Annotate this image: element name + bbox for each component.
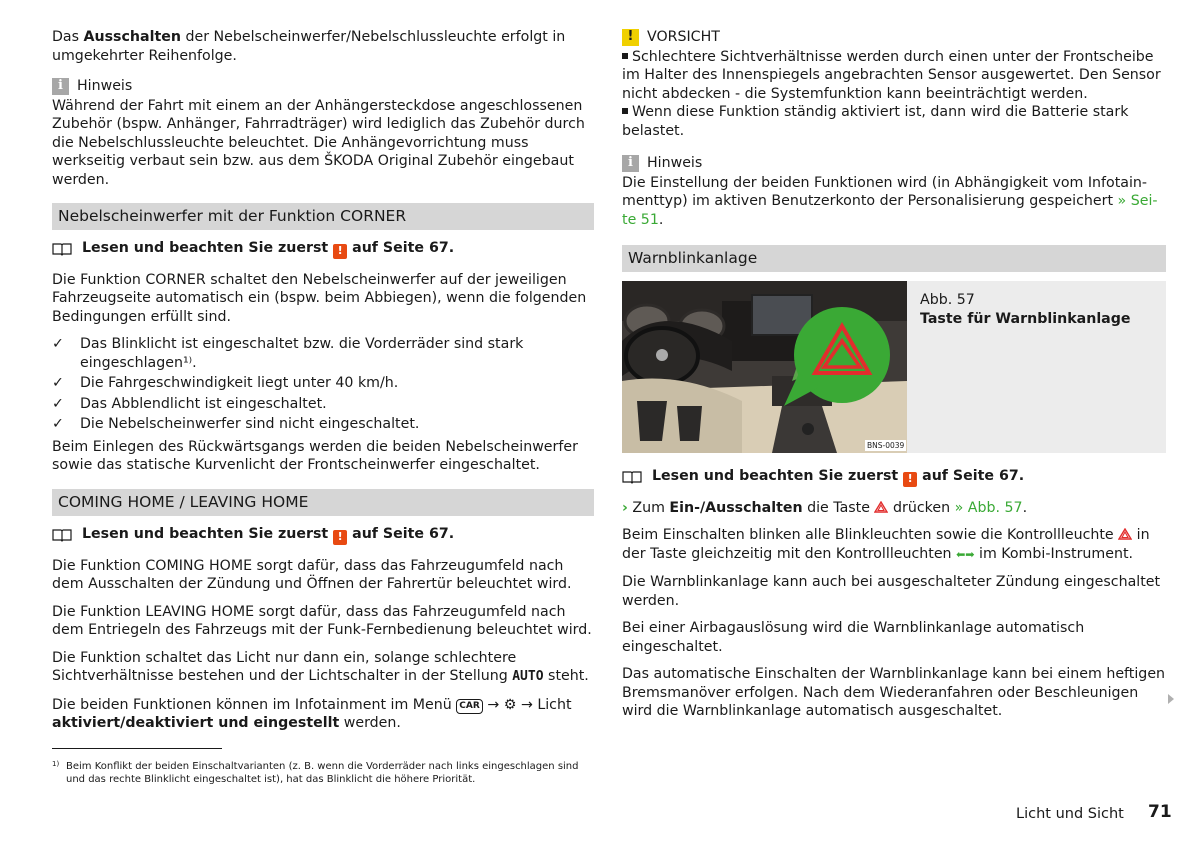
- list-item: ✓ Das Abblendlicht ist eingeschaltet.: [52, 395, 327, 412]
- warning-icon: !: [333, 530, 347, 545]
- continue-arrow-icon: [1168, 694, 1174, 704]
- page-link[interactable]: auf Seite 67.: [352, 525, 455, 542]
- turn-signal-icon: ⬅➡: [956, 547, 975, 561]
- intro-paragraph: Das Ausschalten der Nebelscheinwerfer/Nebelschlussleuchte erfolgt in umgekehrter Reihenfolge.: [52, 29, 566, 64]
- dashboard-illustration: [622, 281, 907, 453]
- warning-icon: !: [333, 244, 347, 259]
- footnote-mark: 1): [52, 760, 60, 768]
- info-icon: i: [52, 78, 69, 95]
- footnote-divider: [52, 748, 222, 749]
- read-reference: [622, 467, 1166, 487]
- note-title: Hinweis: [77, 78, 133, 94]
- check-icon: ✓: [52, 336, 64, 353]
- check-icon: ✓: [52, 416, 64, 433]
- note-text: Die Einstellung der beiden Funktionen wird (in Abhängigkeit vom Infotainmenttyp) im aktiven Benutzerkonto der Personalisierung gespeichert » Seite 51.: [622, 174, 1158, 228]
- note-heading: [52, 77, 594, 96]
- section-heading-hazard: Warnblinkanlage: [622, 245, 1166, 272]
- read-reference: [52, 239, 594, 259]
- list-item: ✓ Das Blinklicht ist eingeschaltet bzw. die Vorderräder sind stark eingeschlagen¹⁾.: [52, 336, 524, 371]
- figure: [622, 281, 1166, 453]
- figure-code: BNS-0039: [867, 441, 905, 450]
- left-column: [52, 28, 594, 742]
- leaving-home-text: Die Funktion LEAVING HOME sorgt dafür, dass das Fahrzeugumfeld nach dem Entriegeln des Fahrzeugs mit der Funk-Fernbedienung beleuchtet wird.: [52, 603, 592, 638]
- warning-icon: !: [903, 472, 917, 487]
- instruction-step: › Zum Ein-/Ausschalten die Taste drücken » Abb. 57.: [622, 499, 1028, 516]
- list-item: ✓ Die Fahrgeschwindigkeit liegt unter 40 km/h.: [52, 375, 399, 392]
- hazard-icon: [1118, 528, 1132, 540]
- hazard-text-3: Bei einer Airbagauslösung wird die Warnblinkanlage automatisch eingeschaltet.: [622, 620, 1085, 655]
- footnote-text: Beim Konflikt der beiden Einschaltvarianten (z. B. wenn die Vorderräder nach links eingeschlagen sind und das rechte Blinklicht eingeschaltet ist), hat das Blinklicht die höhere Priorität.: [66, 761, 579, 785]
- step-arrow-icon: ›: [622, 499, 628, 516]
- page-link[interactable]: » Seite 51: [622, 193, 1158, 228]
- read-reference-text: Lesen und beachten Sie zuerst: [652, 468, 899, 484]
- hazard-text-2: Die Warnblinkanlage kann auch bei ausgeschalteter Zündung eingeschaltet werden.: [622, 574, 1161, 609]
- section-heading-coming-home: COMING HOME / LEAVING HOME: [52, 489, 594, 516]
- caution-title: VORSICHT: [647, 29, 720, 45]
- caution-item: Wenn diese Funktion ständig aktiviert ist, dann wird die Batterie stark belastet.: [622, 104, 1129, 139]
- coming-home-text: Die Funktion COMING HOME sorgt dafür, dass das Fahrzeugumfeld nach dem Ausschalten der Zündung und Öffnen der Fahrertür beleuchtet wird.: [52, 557, 572, 592]
- book-icon: [52, 242, 72, 256]
- caution-icon: !: [622, 29, 639, 46]
- dashboard-image: [622, 281, 907, 453]
- caution-heading: [622, 28, 1166, 47]
- caution-item: Schlechtere Sichtverhältnisse werden durch einen unter der Frontscheibe im Halter des Innenspiegels angebrachten Sensor ausgewertet. Den Sensor nicht abdecken - die Systemfunktion kann beeinträchtigt werden.: [622, 48, 1161, 102]
- hazard-icon: [874, 501, 888, 513]
- figure-title: Taste für Warnblinkanlage: [920, 310, 1131, 327]
- check-icon: ✓: [52, 375, 64, 392]
- car-key-icon: CAR: [456, 699, 483, 714]
- hazard-text-1: Beim Einschalten blinken alle Blinkleuchten sowie die Kontrollleuchte in der Taste gleichzeitig mit den Kontrollleuchten ⬅➡ im Kombi-Instrument.: [622, 527, 1150, 562]
- page-link[interactable]: auf Seite 67.: [922, 468, 1025, 484]
- note-text: Während der Fahrt mit einem an der Anhängersteckdose angeschlossenen Zubehör (bspw. Anhänger, Fahrradträger) wird lediglich das Zubehör durch die Nebelschlussleuchte beleuchtet. Die Anhängevorrichtung muss werkseitig verbaut sein bzw. aus dem ŠKODA Original Zubehör eingebaut werden.: [52, 97, 585, 188]
- read-reference-text: Lesen und beachten Sie zuerst: [82, 240, 329, 256]
- info-icon: i: [622, 155, 639, 172]
- corner-text: Die Funktion CORNER schaltet den Nebelscheinwerfer auf der jeweiligen Fahrzeugseite automatisch ein (bspw. beim Abbiegen), wenn die folgenden Bedingungen erfüllt sind.: [52, 271, 587, 325]
- light-condition-text: Die Funktion schaltet das Licht nur dann ein, solange schlechtere Sichtverhältnisse bestehen und der Lichtschalter in der Stellung AUTO steht.: [52, 649, 589, 684]
- page-number: 71: [1148, 802, 1172, 822]
- chapter-footer: Licht und Sicht: [1016, 806, 1124, 822]
- section-heading-corner: Nebelscheinwerfer mit der Funktion CORNER: [52, 203, 594, 230]
- figure-link[interactable]: » Abb. 57: [954, 499, 1023, 516]
- note-title: Hinweis: [647, 155, 703, 171]
- infotainment-text: Die beiden Funktionen können im Infotainment im Menü CAR → ⚙ → Licht aktiviert/deaktiviert und eingestellt werden.: [52, 696, 572, 731]
- hazard-text-4: Das automatische Einschalten der Warnblinkanlage kann bei einem heftigen Bremsmanöver erfolgen. Nach dem Wiederanfahren oder Beschleunigen wird die Warnblinkanlage automatisch ausgeschaltet.: [622, 666, 1166, 720]
- bullet-icon: [622, 108, 628, 114]
- book-icon: [52, 528, 72, 542]
- book-icon: [622, 470, 642, 484]
- read-reference: [52, 525, 594, 545]
- figure-number: Abb. 57: [920, 292, 975, 308]
- figure-caption: [907, 281, 1131, 453]
- bullet-icon: [622, 53, 628, 59]
- read-reference-text: Lesen und beachten Sie zuerst: [82, 525, 329, 542]
- auto-label: AUTO: [512, 669, 544, 684]
- corner-after-text: Beim Einlegen des Rückwärtsgangs werden die beiden Nebelscheinwerfer sowie das statische Kurvenlicht der Frontscheinwerfer eingeschaltet.: [52, 438, 578, 474]
- page-link[interactable]: auf Seite 67.: [352, 240, 455, 256]
- note-heading: [622, 154, 1166, 173]
- check-icon: ✓: [52, 395, 64, 412]
- list-item: ✓ Die Nebelscheinwerfer sind nicht eingeschaltet.: [52, 416, 420, 433]
- right-column: [622, 28, 1166, 730]
- corner-conditions-list: [52, 335, 594, 434]
- footnote: [52, 760, 592, 786]
